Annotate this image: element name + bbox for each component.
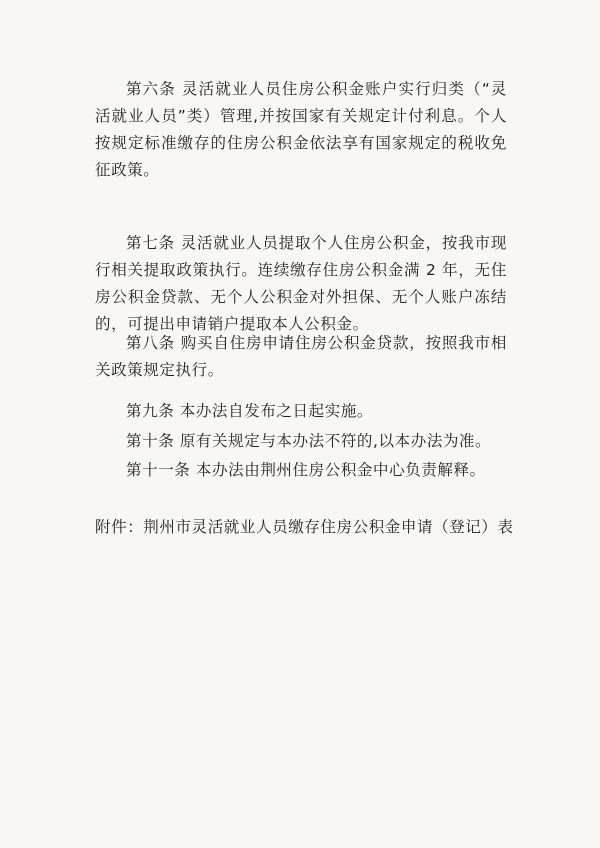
article-11: 第十一条 本办法由荆州住房公积金中心负责解释。 [126,461,486,479]
article-6: 第六条 灵活就业人员住房公积金账户实行归类（“灵活就业人员”类）管理,并按国家有关规定计付利息。个人按规定标准缴存的住房公积金依法享有国家规定的税收免征政策。 [95,80,507,179]
article-8: 第八条 购买自住房申请住房公积金贷款，按照我市相关政策规定执行。 [95,334,507,379]
attachment-line: 附件：荆州市灵活就业人员缴存住房公积金申请（登记）表 [95,518,514,536]
article-10: 第十条 原有关规定与本办法不符的,以本办法为准。 [126,432,492,450]
article-7: 第七条 灵活就业人员提取个人住房公积金，按我市现行相关提取政策执行。连续缴存住房公积金满 2 年，无住房公积金贷款、无个人公积金对外担保、无个人账户冻结的，可提出申请销户提取本人公积金。 [95,234,507,333]
article-9: 第九条 本办法自发布之日起实施。 [126,402,374,420]
